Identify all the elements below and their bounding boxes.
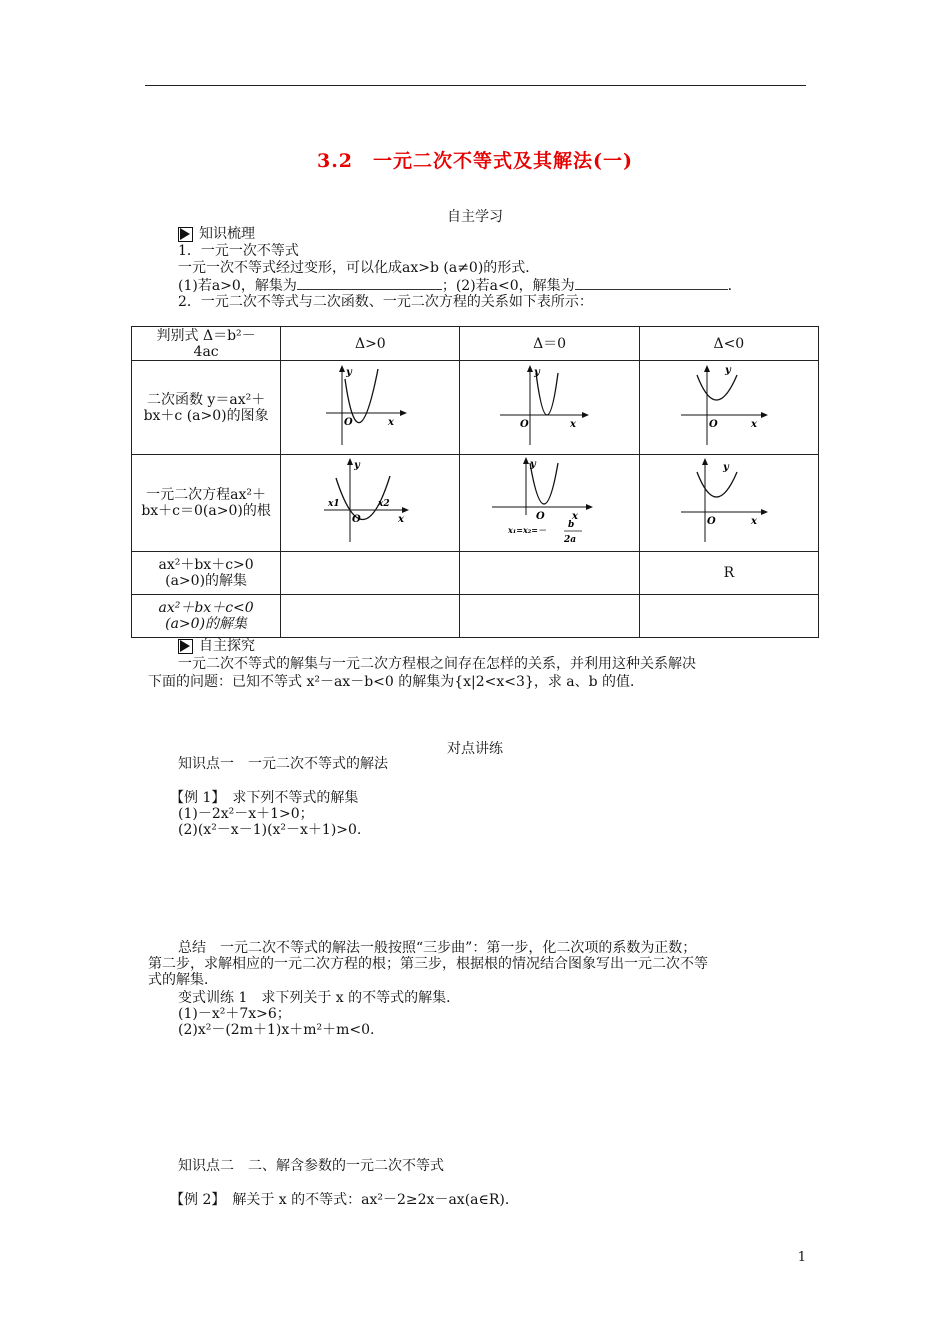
item2-title: 2．一元二次不等式与二次函数、一元二次方程的关系如下表所示： bbox=[178, 294, 593, 310]
table-cell bbox=[132, 327, 281, 361]
header-rule bbox=[145, 85, 806, 86]
root-x2-label: x2 bbox=[378, 499, 390, 509]
x-axis-arrow-icon bbox=[402, 507, 409, 513]
axis-y-label: y bbox=[722, 462, 729, 473]
table-row bbox=[132, 455, 819, 552]
frac-denominator: 2a bbox=[563, 535, 576, 545]
parabola bbox=[536, 373, 558, 415]
axis-y-label: y bbox=[724, 364, 731, 376]
item1-desc: 一元一次不等式经过变形，可以化成ax>b (a≠0)的形式． bbox=[178, 260, 540, 276]
item1-sub bbox=[178, 277, 742, 294]
origin-label: O bbox=[708, 418, 718, 430]
explore-label-row bbox=[178, 638, 255, 654]
axis-x-label: x bbox=[569, 418, 576, 430]
y-axis-arrow-icon bbox=[527, 365, 533, 372]
variant-1-title: 变式训练 1 求下列关于 x 的不等式的解集． bbox=[178, 990, 461, 1006]
table-cell bbox=[460, 361, 639, 455]
table-cell: Δ＝0 bbox=[460, 327, 639, 361]
explore-text-1: 一元二次不等式的解集与一元二次方程根之间存在怎样的关系，并利用这种关系解决 bbox=[178, 656, 696, 672]
play-icon bbox=[178, 227, 193, 242]
variant-1-item-1: (1)－x²＋7x>6； bbox=[178, 1006, 291, 1022]
axis-x-label: x bbox=[398, 514, 405, 525]
page-title: 3.2 一元二次不等式及其解法(一) bbox=[316, 150, 634, 172]
frac-numerator: b bbox=[567, 520, 574, 530]
y-axis-arrow-icon bbox=[704, 365, 710, 372]
section-heading-self-study: 自主学习 bbox=[447, 209, 503, 225]
table-cell[interactable] bbox=[281, 552, 460, 595]
play-icon bbox=[178, 639, 193, 654]
explore-text-2: 下面的问题：已知不等式 x²－ax－b<0 的解集为{x|2<x<3}，求 a、b 的值． bbox=[148, 674, 645, 690]
table-cell bbox=[132, 361, 281, 455]
parabola bbox=[697, 375, 737, 400]
graph-two-roots bbox=[320, 363, 420, 449]
graph-one-root bbox=[500, 363, 600, 449]
table-cell bbox=[132, 455, 281, 552]
table-cell: R bbox=[639, 552, 818, 595]
x-axis-arrow-icon bbox=[761, 509, 768, 515]
graph-roots-none bbox=[679, 456, 779, 546]
y-axis-arrow-icon bbox=[347, 458, 353, 465]
summary-line-2: 第二步，求解相应的一元二次方程的根；第三步，根据根的情况结合图象写出一元二次不等 bbox=[148, 956, 708, 972]
row-label-graph: 二次函数 y＝ax²＋bx＋c (a>0)的图象 bbox=[143, 391, 269, 424]
axis-x-label: x bbox=[750, 418, 757, 430]
page-number: 1 bbox=[797, 1250, 806, 1265]
graph-roots-two bbox=[320, 456, 420, 546]
graph-no-root bbox=[679, 363, 779, 449]
origin-label: O bbox=[535, 511, 545, 522]
example-1-item-2: (2)(x²－x－1)(x²－x＋1)>0. bbox=[178, 822, 362, 838]
x-axis-arrow-icon bbox=[582, 412, 589, 418]
table-cell bbox=[639, 455, 818, 552]
x-axis-arrow-icon bbox=[586, 504, 593, 510]
parabola bbox=[336, 476, 390, 520]
header-discriminant: 判别式 Δ＝b²－4ac bbox=[156, 327, 256, 360]
table-row bbox=[132, 361, 819, 455]
table-cell bbox=[639, 361, 818, 455]
table-row bbox=[132, 595, 819, 638]
relation-table bbox=[131, 326, 819, 638]
knowledge-label: 知识梳理 bbox=[199, 226, 255, 242]
parabola bbox=[697, 472, 737, 497]
example-1-item-1: (1)－2x²－x＋1>0； bbox=[178, 806, 314, 822]
example-1-title: 【例 1】 求下列不等式的解集 bbox=[170, 790, 359, 806]
table-cell bbox=[281, 361, 460, 455]
axis-x-label: x bbox=[388, 416, 395, 428]
item1-sub-a: (1)若a>0，解集为 bbox=[178, 278, 297, 294]
row-label-roots: 一元二次方程ax²＋bx＋c＝0(a>0)的根 bbox=[141, 487, 271, 519]
graph-roots-double bbox=[490, 455, 610, 547]
item1-sub-end: ． bbox=[727, 278, 742, 294]
row-label-lt: ax²＋bx＋c<0 (a>0)的解集 bbox=[158, 600, 254, 632]
table-cell: Δ<0 bbox=[639, 327, 818, 361]
axis-y-label: y bbox=[354, 460, 361, 471]
origin-label: O bbox=[519, 418, 529, 430]
explore-label: 自主探究 bbox=[199, 638, 255, 654]
section-heading-practice: 对点讲练 bbox=[447, 741, 503, 757]
table-cell[interactable] bbox=[639, 595, 818, 638]
axis-y-label: y bbox=[346, 366, 353, 378]
y-axis-arrow-icon bbox=[523, 457, 529, 464]
origin-label: O bbox=[706, 516, 716, 527]
y-axis-arrow-icon bbox=[339, 365, 345, 372]
table-row bbox=[132, 552, 819, 595]
double-root-label: x₁=x₂=－ bbox=[507, 525, 546, 535]
variant-1-item-2: (2)x²－(2m＋1)x＋m²＋m<0. bbox=[178, 1022, 375, 1038]
root-x1-label: x1 bbox=[328, 499, 340, 509]
row-label-gt: ax²＋bx＋c>0 (a>0)的解集 bbox=[158, 557, 254, 589]
table-cell bbox=[460, 455, 639, 552]
axis-y-label: y bbox=[529, 459, 536, 470]
answer-blank-2[interactable] bbox=[575, 277, 728, 290]
table-cell bbox=[281, 455, 460, 552]
axis-y-label: y bbox=[533, 366, 540, 378]
table-cell[interactable] bbox=[460, 595, 639, 638]
item1-sub-b: ；(2)若a<0，解集为 bbox=[441, 278, 575, 294]
summary-line-1: 总结 一元二次不等式的解法一般按照“三步曲”：第一步，化二次项的系数为正数； bbox=[178, 940, 697, 956]
knowledge-point-2: 知识点二 二、解含参数的一元二次不等式 bbox=[178, 1158, 444, 1174]
knowledge-point-1: 知识点一 一元二次不等式的解法 bbox=[178, 756, 388, 772]
table-cell bbox=[132, 595, 281, 638]
table-cell: Δ>0 bbox=[281, 327, 460, 361]
axis-x-label: x bbox=[571, 511, 578, 522]
x-axis-arrow-icon bbox=[761, 412, 768, 418]
x-axis-arrow-icon bbox=[400, 410, 407, 416]
y-axis-arrow-icon bbox=[702, 458, 708, 465]
table-cell[interactable] bbox=[281, 595, 460, 638]
origin-label: O bbox=[344, 416, 354, 428]
knowledge-label-row bbox=[178, 226, 255, 242]
summary-line-3: 式的解集． bbox=[148, 972, 218, 988]
table-row bbox=[132, 327, 819, 361]
origin-label: O bbox=[352, 514, 362, 525]
answer-blank-1[interactable] bbox=[297, 277, 442, 290]
table-cell bbox=[132, 552, 281, 595]
item1-title: 1．一元一次不等式 bbox=[178, 243, 299, 259]
axis-x-label: x bbox=[750, 516, 757, 527]
table-cell[interactable] bbox=[460, 552, 639, 595]
example-2: 【例 2】 解关于 x 的不等式：ax²－2≥2x－ax(a∈R)． bbox=[170, 1192, 519, 1208]
